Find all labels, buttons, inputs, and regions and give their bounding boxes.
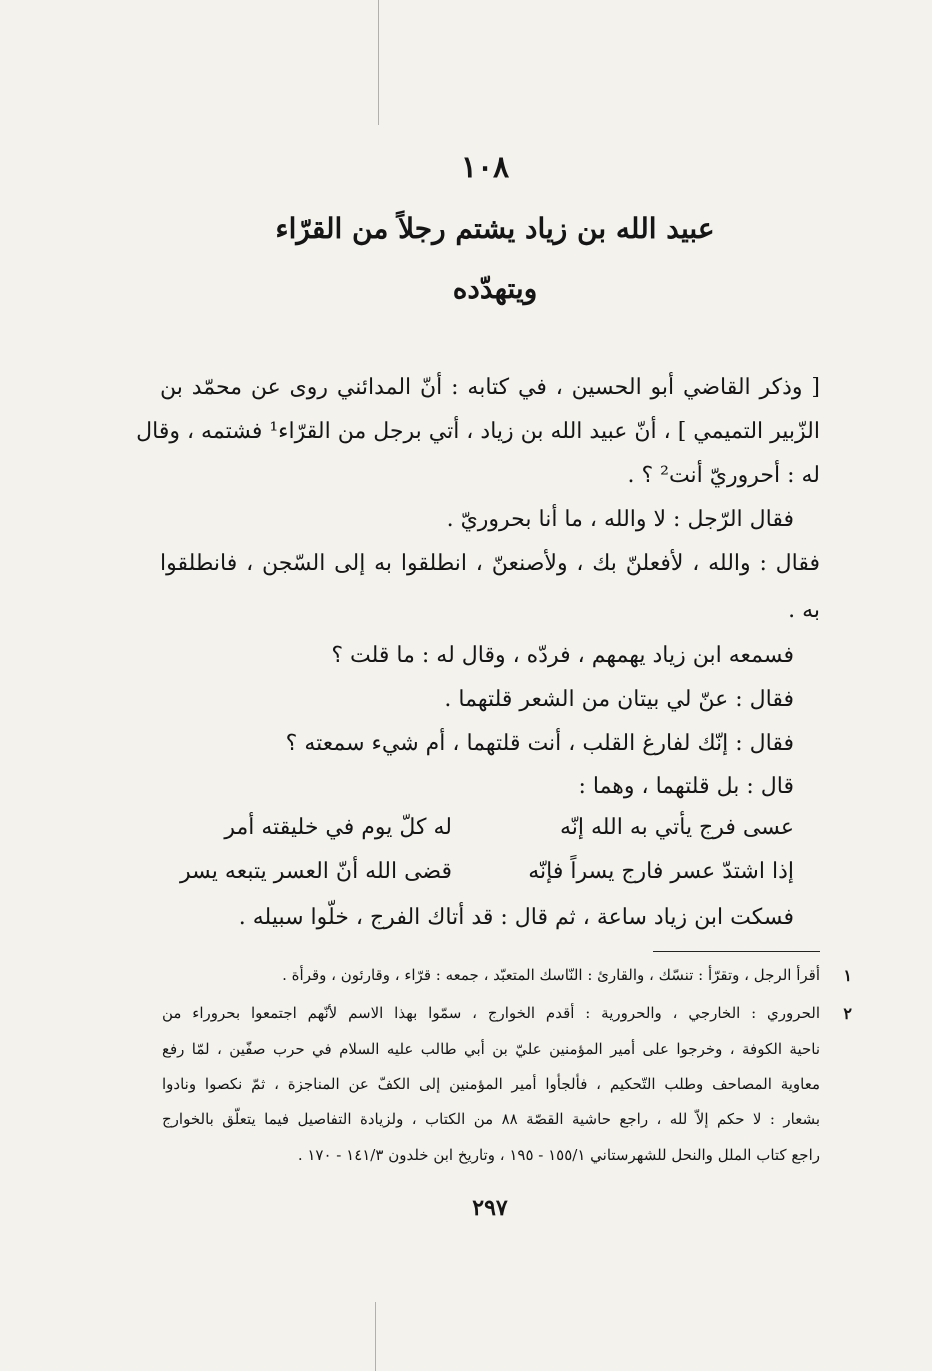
- verse-hemistich-first: عسى فرج يأتي به الله إنّه: [559, 815, 794, 840]
- scan-fold-line-top: [378, 0, 379, 125]
- body-line: الزّبير التميمي ] ، أنّ عبيد الله بن زياد ، أتي برجل من القرّاء¹ فشتمه ، وقال: [136, 419, 820, 444]
- scan-fold-line-bottom: [375, 1302, 376, 1371]
- body-line: به .: [788, 598, 820, 623]
- verse-hemistich-second: له كلّ يوم في خليقته أمر: [224, 815, 452, 840]
- footnote-line: معاوية المصاحف وطلب التّحكيم ، فألجأوا أمير المؤمنين إلى الكفّ عن المناجزة ، ثمّ نكصوا ونادوا: [162, 1075, 820, 1093]
- verse-hemistich-first: إذا اشتدّ عسر فارج يسراً فإنّه: [528, 859, 794, 884]
- footnote-line: بشعار : لا حكم إلاّ لله ، راجع حاشية القصّة ٨٨ من الكتاب ، ولزيادة التفاصيل فيما يتعلّق بالخوارج: [162, 1110, 820, 1128]
- body-line: قال : بل قلتهما ، وهما :: [578, 774, 794, 799]
- body-line: [ وذكر القاضي أبو الحسين ، في كتابه : أنّ المدائني روى عن محمّد بن: [160, 375, 820, 400]
- footnote-line: أقرأ الرجل ، وتقرّأ : تنسّك ، والقارئ : النّاسك المتعبّد ، جمعه : قرّاء ، وقارئون ، وقرأة .: [282, 966, 820, 984]
- footnote-number: ٢: [843, 1004, 852, 1023]
- story-title-line-1: عبيد الله بن زياد يشتم رجلاً من القرّاء: [275, 212, 715, 245]
- body-line: فقال : والله ، لأفعلنّ بك ، ولأصنعنّ ، انطلقوا به إلى السّجن ، فانطلقوا: [160, 551, 820, 576]
- verse-hemistich-second: قضى الله أنّ العسر يتبعه يسر: [180, 859, 452, 884]
- footnote-line: ناحية الكوفة ، وخرجوا على أمير المؤمنين عليّ بن أبي طالب عليه السلام في حرب صفّين ، لمّا رفع: [162, 1040, 820, 1058]
- body-line: فقال : إنّك لفارغ القلب ، أنت قلتهما ، أم شيء سمعته ؟: [285, 731, 794, 756]
- story-number: ١٠٨: [460, 150, 510, 185]
- body-line: فقال : عنّ لي بيتان من الشعر قلتهما .: [444, 687, 794, 712]
- body-line: فسمعه ابن زياد يهمهم ، فردّه ، وقال له : ما قلت ؟: [331, 643, 794, 668]
- footnote-line: الحروري : الخارجي ، والحرورية : أقدم الخوارج ، سمّوا بهذا الاسم لأنّهم اجتمعوا بحروراء من: [162, 1004, 820, 1022]
- footnote-number: ١: [843, 966, 852, 985]
- page-number: ٢٩٧: [472, 1195, 508, 1221]
- footnote-separator: [653, 951, 820, 952]
- story-title-line-2: ويتهدّده: [452, 272, 538, 305]
- body-line: فقال الرّجل : لا والله ، ما أنا بحروريّ .: [446, 507, 794, 532]
- footnote-line: راجع كتاب الملل والنحل للشهرستاني ١٥٥/١ - ١٩٥ ، وتاريخ ابن خلدون ١٤١/٣ - ١٧٠ .: [297, 1146, 820, 1164]
- closing-line: فسكت ابن زياد ساعة ، ثم قال : قد أتاك الفرج ، خلّوا سبيله .: [238, 905, 794, 930]
- body-line: له : أحروريّ أنت² ؟ .: [627, 463, 820, 488]
